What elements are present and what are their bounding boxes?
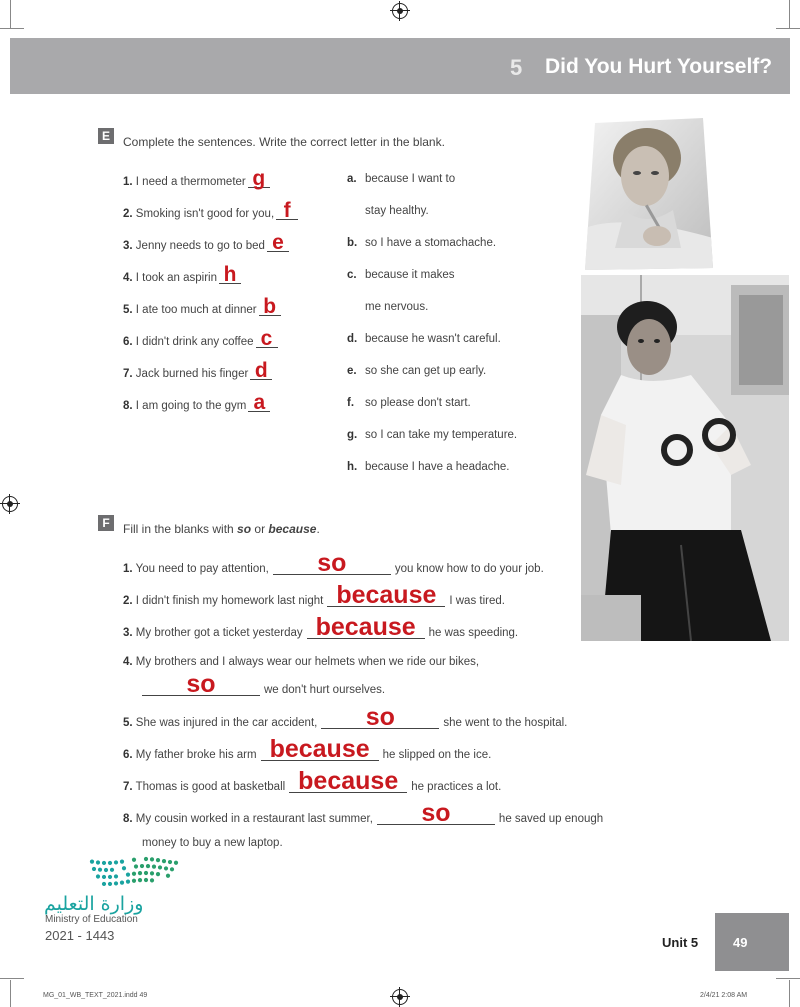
item-number: 5. xyxy=(123,304,133,316)
section-e-item xyxy=(123,199,298,222)
option-letter: f. xyxy=(347,397,355,409)
item-text-before: My brothers and I always wear our helmets when we ride our bikes, xyxy=(135,656,480,668)
logo-dot xyxy=(150,871,154,875)
unit-title: Did You Hurt Yourself? xyxy=(545,55,773,78)
section-e-instruction: Complete the sentences. Write the correct letter in the blank. xyxy=(123,135,445,149)
item-number: 2. xyxy=(123,595,133,607)
logo-dot xyxy=(120,881,124,885)
item-text-before: She was injured in the car accident, xyxy=(135,717,318,729)
handwritten-answer: f xyxy=(283,199,291,222)
answer-blank[interactable] xyxy=(327,581,445,609)
handwritten-answer: g xyxy=(252,167,266,190)
slug-timestamp: 2/4/21 2:08 AM xyxy=(700,992,748,999)
logo-dot xyxy=(104,868,108,872)
answer-blank[interactable] xyxy=(248,391,270,414)
option-letter: b. xyxy=(347,237,358,249)
section-e-item xyxy=(123,359,272,382)
option-text: because it makes xyxy=(365,269,455,281)
section-f-instruction xyxy=(123,522,320,536)
item-text-after: I was tired. xyxy=(449,595,505,607)
logo-dot xyxy=(132,858,136,862)
item-text: I am going to the gym xyxy=(135,400,247,412)
ministry-english-name: Ministry of Education xyxy=(45,914,138,925)
logo-dot xyxy=(110,868,114,872)
section-f-item xyxy=(123,735,492,763)
logo-dot xyxy=(134,864,138,868)
item-number: 3. xyxy=(123,627,133,639)
logo-dot xyxy=(96,874,100,878)
item-number: 7. xyxy=(123,368,133,380)
logo-dot xyxy=(144,857,148,861)
section-f-item xyxy=(123,703,568,731)
logo-dot xyxy=(122,866,126,870)
option-letter: e. xyxy=(347,365,357,377)
answer-blank[interactable] xyxy=(307,613,425,641)
registration-mark-icon xyxy=(392,989,408,1005)
item-text-after: she went to the hospital. xyxy=(443,717,568,729)
item-text-before: Thomas is good at basketball xyxy=(135,781,286,793)
section-e-option xyxy=(347,237,496,249)
page-number-box xyxy=(715,913,789,971)
logo-dot xyxy=(168,860,172,864)
handwritten-answer: b xyxy=(263,295,277,318)
answer-blank[interactable] xyxy=(276,199,298,222)
answer-blank[interactable] xyxy=(248,167,270,190)
option-text: so please don't start. xyxy=(365,397,471,409)
item-text: I need a thermometer xyxy=(135,176,246,188)
crop-mark xyxy=(789,980,790,1007)
logo-dot xyxy=(98,868,102,872)
answer-blank[interactable] xyxy=(250,359,272,382)
logo-dot xyxy=(170,867,174,871)
section-f-item xyxy=(123,581,505,609)
option-text: so I can take my temperature. xyxy=(365,429,518,441)
section-e-item xyxy=(123,327,278,350)
item-text-after: we don't hurt ourselves. xyxy=(264,684,386,696)
item-number: 5. xyxy=(123,717,133,729)
logo-dot xyxy=(96,860,100,864)
section-f-item xyxy=(123,613,519,641)
logo-dot xyxy=(138,871,142,875)
answer-blank[interactable] xyxy=(321,703,439,731)
logo-dot xyxy=(158,865,162,869)
option-letter: c. xyxy=(347,269,357,281)
item-text-before: My father broke his arm xyxy=(135,749,257,761)
item-text: Jenny needs to go to bed xyxy=(135,240,265,252)
item-number: 4. xyxy=(123,656,133,668)
option-text: stay healthy. xyxy=(365,205,429,217)
logo-dot xyxy=(146,864,150,868)
logo-dot xyxy=(132,879,136,883)
item-text-after: he slipped on the ice. xyxy=(382,749,492,761)
logo-dot xyxy=(174,861,178,865)
item-number: 1. xyxy=(123,563,133,575)
item-text-after: he practices a lot. xyxy=(411,781,502,793)
handwritten-answer: c xyxy=(260,327,273,350)
option-letter: a. xyxy=(347,173,357,185)
answer-blank[interactable] xyxy=(219,263,241,286)
logo-dot xyxy=(132,872,136,876)
logo-dot xyxy=(164,866,168,870)
section-e-option xyxy=(347,301,428,313)
item-text-after: you know how to do your job. xyxy=(394,563,544,575)
logo-dot xyxy=(102,882,106,886)
item-number: 6. xyxy=(123,336,133,348)
handwritten-answer: because xyxy=(336,581,437,609)
section-e-option xyxy=(347,365,486,377)
instruction-or: or xyxy=(251,522,269,536)
item-number: 8. xyxy=(123,813,133,825)
logo-dot xyxy=(126,873,130,877)
item-text: I took an aspirin xyxy=(135,272,217,284)
slug-filename: MG_01_WB_TEXT_2021.indd 49 xyxy=(43,992,148,999)
crop-mark xyxy=(0,28,24,29)
logo-dot xyxy=(152,864,156,868)
item-number: 7. xyxy=(123,781,133,793)
option-letter: g. xyxy=(347,429,358,441)
handwritten-answer: so xyxy=(421,799,451,827)
answer-blank[interactable] xyxy=(267,231,289,254)
logo-dot xyxy=(108,875,112,879)
item-text-after: he was speeding. xyxy=(428,627,519,639)
section-f-item xyxy=(123,549,544,577)
section-e-option xyxy=(347,333,501,345)
logo-dot xyxy=(108,882,112,886)
logo-dot xyxy=(166,874,170,878)
logo-dot xyxy=(114,881,118,885)
section-e-item xyxy=(123,167,270,190)
answer-blank[interactable] xyxy=(273,549,391,577)
logo-dot xyxy=(120,860,124,864)
answer-blank[interactable] xyxy=(377,799,495,827)
section-e-option xyxy=(347,173,455,185)
keyword-so: so xyxy=(237,522,252,536)
section-e-item xyxy=(123,295,281,318)
item-text-before: I didn't finish my homework last night xyxy=(135,595,324,607)
logo-dot xyxy=(162,859,166,863)
crop-mark xyxy=(789,0,790,28)
section-e-option xyxy=(347,269,455,281)
item-number: 1. xyxy=(123,176,133,188)
logo-dot xyxy=(138,878,142,882)
handwritten-answer: because xyxy=(298,767,399,795)
page-number: 49 xyxy=(733,935,748,950)
handwritten-answer: so xyxy=(365,703,395,731)
logo-dot xyxy=(92,867,96,871)
instruction-end: . xyxy=(316,522,320,536)
logo-dot xyxy=(156,858,160,862)
option-text: so she can get up early. xyxy=(365,365,487,377)
logo-dot xyxy=(144,871,148,875)
crop-mark xyxy=(10,980,11,1007)
handwritten-answer: so xyxy=(317,549,347,577)
crop-mark xyxy=(10,0,11,28)
crop-mark xyxy=(0,978,24,979)
logo-dot xyxy=(150,878,154,882)
section-f-item xyxy=(123,656,479,696)
unit-number: 5 xyxy=(510,55,523,80)
section-e-option xyxy=(347,205,429,217)
logo-dot xyxy=(114,874,118,878)
logo-dot xyxy=(90,860,94,864)
item-text: I ate too much at dinner xyxy=(135,304,257,316)
option-text: me nervous. xyxy=(365,301,429,313)
section-e-item xyxy=(123,391,270,414)
item-continuation: money to buy a new laptop. xyxy=(142,837,283,849)
item-number: 8. xyxy=(123,400,133,412)
option-text: because I want to xyxy=(365,173,456,185)
photo-boy-thermometer xyxy=(585,118,713,270)
item-text-before: My brother got a ticket yesterday xyxy=(135,627,303,639)
answer-blank[interactable] xyxy=(256,327,278,350)
answer-blank[interactable] xyxy=(142,670,260,698)
item-number: 6. xyxy=(123,749,133,761)
option-text: because he wasn't careful. xyxy=(365,333,501,345)
item-number: 3. xyxy=(123,240,133,252)
section-e-option xyxy=(347,429,517,441)
logo-dot xyxy=(114,860,118,864)
answer-blank[interactable] xyxy=(259,295,281,318)
item-text-before: You need to pay attention, xyxy=(135,563,269,575)
section-e-item xyxy=(123,231,289,254)
answer-blank[interactable] xyxy=(261,735,379,763)
section-e-option xyxy=(347,397,471,409)
item-text: Jack burned his finger xyxy=(135,368,249,380)
registration-mark-icon xyxy=(392,3,408,19)
logo-dot xyxy=(126,880,130,884)
section-e-badge: E xyxy=(98,128,114,144)
keyword-because: because xyxy=(268,522,317,536)
logo-dot xyxy=(144,878,148,882)
handwritten-answer: d xyxy=(254,359,268,382)
ministry-logo-icon xyxy=(88,856,183,890)
logo-dot xyxy=(102,861,106,865)
item-text: I didn't drink any coffee xyxy=(135,336,254,348)
ministry-arabic-name: وزارة التعليم xyxy=(44,893,144,915)
logo-dot xyxy=(150,857,154,861)
item-text-before: My cousin worked in a restaurant last summer, xyxy=(135,813,373,825)
option-letter: d. xyxy=(347,333,358,345)
answer-blank[interactable] xyxy=(289,767,407,795)
section-f-item xyxy=(123,799,604,849)
option-text: because I have a headache. xyxy=(365,461,510,473)
crop-mark xyxy=(776,978,800,979)
registration-mark-icon xyxy=(2,496,18,512)
logo-dot xyxy=(108,861,112,865)
handwritten-answer: because xyxy=(315,613,416,641)
handwritten-answer: so xyxy=(186,670,216,698)
handwritten-answer: e xyxy=(272,231,284,254)
option-text: so I have a stomachache. xyxy=(365,237,497,249)
handwritten-answer: because xyxy=(269,735,370,763)
item-text: Smoking isn't good for you, xyxy=(135,208,275,220)
item-text-after: he saved up enough xyxy=(498,813,604,825)
option-letter: h. xyxy=(347,461,358,473)
section-f-badge: F xyxy=(98,515,114,531)
logo-dot xyxy=(140,864,144,868)
footer-unit: Unit 5 xyxy=(662,935,699,950)
handwritten-answer: h xyxy=(223,263,237,286)
photo-man-exercising xyxy=(581,275,789,641)
item-number: 4. xyxy=(123,272,133,284)
instruction-text: Fill in the blanks with xyxy=(123,522,238,536)
section-e-item xyxy=(123,263,241,286)
handwritten-answer: a xyxy=(253,391,266,414)
logo-dot xyxy=(156,872,160,876)
item-number: 2. xyxy=(123,208,133,220)
ministry-year: 2021 - 1443 xyxy=(45,928,115,943)
section-f-item xyxy=(123,767,502,795)
crop-mark xyxy=(776,28,800,29)
logo-dot xyxy=(102,875,106,879)
section-e-option xyxy=(347,461,510,473)
